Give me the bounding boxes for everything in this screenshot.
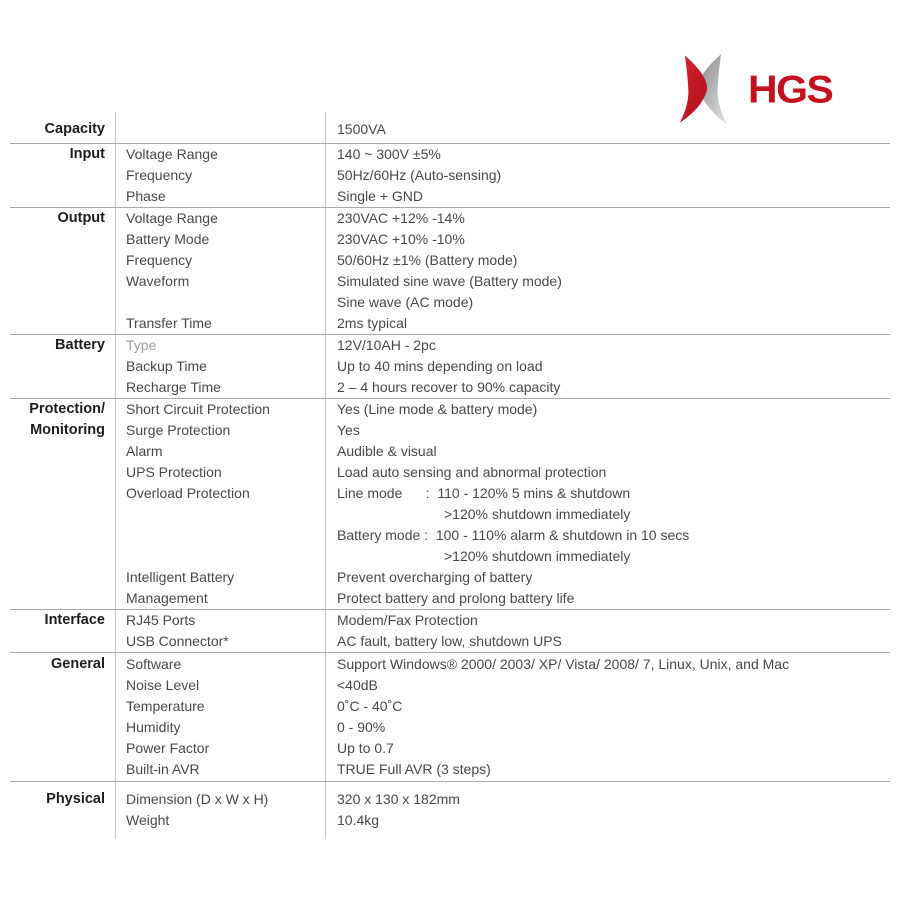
spec-table-body: [10, 112, 890, 839]
spec-section-general: [10, 652, 890, 781]
spec-item-value: Sine wave (AC mode): [337, 294, 474, 310]
spec-row: [115, 675, 890, 696]
spec-row: [115, 810, 890, 831]
spec-row: [115, 208, 890, 229]
spec-row: [115, 335, 890, 356]
spec-item-value: Modem/Fax Protection: [337, 612, 478, 628]
spec-row: [115, 483, 890, 504]
spec-row: [115, 567, 890, 588]
spec-row: [115, 462, 890, 483]
spec-item-value: Protect battery and prolong battery life: [337, 590, 575, 606]
spec-item-label: Frequency: [126, 252, 193, 268]
spec-item-label: Humidity: [126, 719, 181, 735]
spec-row: [115, 789, 890, 810]
spec-item-label: Software: [126, 656, 182, 672]
spec-item-value: 0 - 90%: [337, 719, 386, 735]
spec-row: [115, 229, 890, 250]
spec-item-label: Temperature: [126, 698, 205, 714]
spec-item-value: 230VAC +12% -14%: [337, 210, 465, 226]
spec-rows: [115, 399, 890, 609]
spec-row: [115, 696, 890, 717]
spec-section-interface: [10, 609, 890, 652]
spec-item-label: Recharge Time: [126, 379, 221, 395]
spec-item-label: Weight: [126, 812, 170, 828]
spec-category-label: Physical: [46, 791, 105, 807]
spec-section-output: [10, 207, 890, 334]
spec-item-label: RJ45 Ports: [126, 612, 196, 628]
spec-item-value: Yes: [337, 422, 360, 438]
spec-item-label: Alarm: [126, 443, 163, 459]
spec-category-label: Output: [57, 210, 105, 226]
spec-item-label: [115, 525, 325, 546]
spec-section-battery: [10, 334, 890, 398]
spec-item-value: AC fault, battery low, shutdown UPS: [337, 633, 562, 649]
spec-item-value: 0˚C - 40˚C: [337, 698, 403, 714]
spec-item-label: Waveform: [126, 273, 190, 289]
spec-item-label: Built-in AVR: [126, 761, 200, 777]
spec-item-label: [115, 546, 325, 567]
spec-item-value: Battery mode : 100 - 110% alarm & shutdown in 10 secs: [337, 527, 690, 543]
spec-item-label: Battery Mode: [126, 231, 210, 247]
spec-rows: [115, 654, 890, 780]
spec-item-value: Line mode : 110 - 120% 5 mins & shutdown: [337, 485, 631, 501]
spec-row: [115, 356, 890, 377]
spec-row: [115, 441, 890, 462]
spec-item-value: >120% shutdown immediately: [444, 506, 631, 522]
spec-item-value: Support Windows® 2000/ 2003/ XP/ Vista/ 2008/ 7, Linux, Unix, and Mac: [337, 656, 790, 672]
spec-item-label: [115, 504, 325, 525]
spec-row: [115, 759, 890, 780]
spec-rows: [115, 119, 890, 140]
spec-item-value: Up to 40 mins depending on load: [337, 358, 543, 374]
spec-row: [115, 546, 890, 567]
spec-row: [115, 250, 890, 271]
spec-row: [115, 377, 890, 398]
spec-category-label: Battery: [55, 337, 105, 353]
hgs-logo-text: HGS: [748, 66, 833, 112]
spec-row: [115, 654, 890, 675]
spec-item-value: Up to 0.7: [337, 740, 394, 756]
spec-section-input: [10, 143, 890, 207]
spec-rows: [115, 208, 890, 334]
spec-category-label: Protection/ Monitoring: [29, 401, 105, 438]
spec-item-value: Yes (Line mode & battery mode): [337, 401, 538, 417]
spec-item-label: Short Circuit Protection: [126, 401, 270, 417]
spec-item-value: 12V/10AH - 2pc: [337, 337, 436, 353]
spec-item-value: TRUE Full AVR (3 steps): [337, 761, 491, 777]
spec-category-label: Input: [69, 146, 105, 162]
spec-rows: [115, 789, 890, 831]
spec-rows: [115, 335, 890, 398]
spec-item-value: 50/60Hz ±1% (Battery mode): [337, 252, 518, 268]
spec-row: [115, 165, 890, 186]
spec-item-value: 230VAC +10% -10%: [337, 231, 465, 247]
spec-category-label: General: [51, 656, 105, 672]
spec-row: [115, 420, 890, 441]
spec-item-label: [115, 292, 325, 313]
spec-row: [115, 271, 890, 292]
spec-item-label: Transfer Time: [126, 315, 212, 331]
spec-item-value: <40dB: [337, 677, 378, 693]
spec-item-label: Management: [126, 590, 208, 606]
spec-item-value: Single + GND: [337, 188, 423, 204]
spec-item-value: 320 x 130 x 182mm: [337, 791, 460, 807]
spec-item-value: 2ms typical: [337, 315, 408, 331]
spec-row: [115, 738, 890, 759]
spec-row: [115, 186, 890, 207]
spec-item-value: Simulated sine wave (Battery mode): [337, 273, 562, 289]
spec-item-label: Voltage Range: [126, 146, 218, 162]
spec-row: [115, 292, 890, 313]
spec-row: [115, 119, 890, 140]
spec-table: [10, 112, 890, 839]
spec-item-label: Noise Level: [126, 677, 200, 693]
spec-rows: [115, 610, 890, 652]
spec-item-value: Load auto sensing and abnormal protection: [337, 464, 607, 480]
spec-item-value: Audible & visual: [337, 443, 437, 459]
spec-row: [115, 504, 890, 525]
spec-item-label: Voltage Range: [126, 210, 218, 226]
spec-item-label: Overload Protection: [126, 485, 250, 501]
spec-item-label: Power Factor: [126, 740, 210, 756]
spec-rows: [115, 144, 890, 207]
spec-item-label: Frequency: [126, 167, 193, 183]
spec-item-value: 2 – 4 hours recover to 90% capacity: [337, 379, 561, 395]
spec-item-value: Prevent overcharging of battery: [337, 569, 533, 585]
spec-row: [115, 313, 890, 334]
spec-item-label: Phase: [126, 188, 166, 204]
spec-category-label: Capacity: [44, 121, 105, 137]
spec-item-value: 10.4kg: [337, 812, 380, 828]
spec-section-protection: [10, 398, 890, 609]
spec-item-label: Type: [126, 337, 157, 353]
spec-row: [115, 631, 890, 652]
spec-category-label: Interface: [44, 612, 105, 628]
spec-item-label: Backup Time: [126, 358, 207, 374]
spec-item-value: 140 ~ 300V ±5%: [337, 146, 441, 162]
spec-section-capacity: [10, 112, 890, 143]
spec-item-label: UPS Protection: [126, 464, 222, 480]
spec-row: [115, 588, 890, 609]
spec-item-value: >120% shutdown immediately: [444, 548, 631, 564]
spec-item-label: [115, 119, 325, 140]
spec-item-label: USB Connector*: [126, 633, 229, 649]
spec-item-label: Intelligent Battery: [126, 569, 235, 585]
spec-item-label: Surge Protection: [126, 422, 231, 438]
spec-item-label: Dimension (D x W x H): [126, 791, 269, 807]
spec-item-value: 50Hz/60Hz (Auto-sensing): [337, 167, 502, 183]
spec-item-value: 1500VA: [337, 121, 386, 137]
spec-row: [115, 610, 890, 631]
spec-row: [115, 525, 890, 546]
spec-row: [115, 717, 890, 738]
spec-section-physical: [10, 781, 890, 839]
spec-row: [115, 144, 890, 165]
spec-row: [115, 399, 890, 420]
